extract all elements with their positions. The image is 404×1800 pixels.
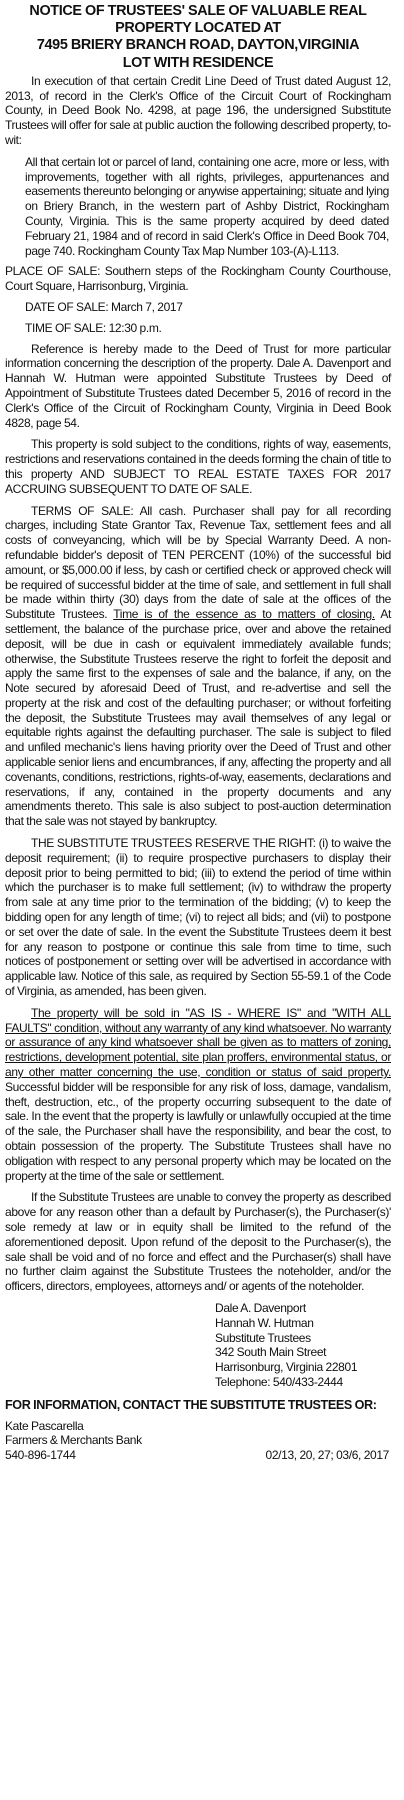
date-of-sale-row [25, 300, 391, 315]
time-of-sale-label: TIME OF SALE: [25, 320, 106, 335]
as-is-text: Successful bidder will be responsible for any risk of loss, damage, vandalism, theft, destruction, etc., of the property occurring subsequent to the date of sale. In the event that the property is lawfully or unlawfully occupied at the time of the sale, the Purchaser shall have the responsibility, and bear the cost, to obtain possession of the property. The Substitute Trustees shall have no obligation with respect to any personal property which may be located on the property at the time of the sale or settlement. [5, 1079, 391, 1183]
contact-name: Kate Pascarella [5, 1418, 84, 1433]
intro-paragraph: In execution of that certain Credit Line Deed of Trust dated August 12, 2013, of record in the Clerk's Office of the Circuit Court of Rockingham County, in Deed Book No. 4298, at page 196, the undersigned Substitute Trustees will offer for sale at public auction the following described property, to-wit: [5, 73, 391, 147]
date-of-sale-label: DATE OF SALE: [25, 299, 109, 314]
as-is-paragraph [5, 1006, 391, 1184]
subject-to-paragraph: This property is sold subject to the conditions, rights of way, easements, restrictions and reservations contained in the deeds forming the chain of title to this property AND SUBJECT TO REAL ESTATE TAXES FOR 2017 ACCRUING SUBSEQUENT TO DATE OF SALE. [5, 437, 391, 496]
reserve-right-paragraph: THE SUBSTITUTE TRUSTEES RESERVE THE RIGHT: (i) to waive the deposit requirement; (ii) to require prospective purchasers to display their deposit prior to being permitted to bid; (iii) to extend the period of time within which the purchaser is to make full settlement; (iv) to withdraw the property from sale at any time prior to the termination of the bidding; (v) to keep the bidding open for any length of time; (vi) to reject all bids; and (vii) to postpone or set over the date of sale. In the event the Substitute Trustees deem it best for any reason to postpone or continue this sale from time to time, such notices of postponement or setting over will be advertised in accordance with applicable law. Notice of this sale, as required by Section 55-59.1 of the Code of Virginia, as amended, has been given. [5, 836, 391, 999]
title-line: PROPERTY LOCATED AT [115, 20, 281, 37]
title-line: 7495 BRIERY BRANCH ROAD, DAYTON,VIRGINIA [36, 37, 360, 54]
time-of-sale-value: 12:30 p.m. [108, 320, 162, 335]
terms-of-sale-paragraph [5, 504, 391, 830]
signature-line: Dale A. Davenport [215, 1300, 306, 1315]
signature-line: 342 South Main Street [215, 1345, 327, 1360]
date-of-sale-value: March 7, 2017 [111, 299, 183, 314]
unable-to-convey-paragraph: If the Substitute Trustees are unable to convey the property as described above for any reason other than a default by Purchaser(s), the Purchaser(s)' sole remedy at law or in equity shall be limited to the refund of the aforementioned deposit. Upon refund of the deposit to the Purchaser(s), the sale shall be void and of no force and effect and the Purchaser(s) shall have no further claim against the Substitute Trustees the noteholder, and/or the officers, directors, employees, attorneys and/ or agents of the noteholder. [5, 1190, 391, 1294]
title-line: NOTICE OF TRUSTEES' SALE OF VALUABLE REAL [29, 3, 367, 19]
signature-line: Telephone: 540/433-2444 [215, 1374, 343, 1389]
as-is-disclaimer: The property will be sold in "AS IS - WHERE IS" and "WITH ALL FAULTS" condition, without any warranty of any kind whatsoever. No warranty or assurance of any kind whatsoever shall be given as to matters of zoning, restrictions, development potential, site plan proffers, environmental status, or any other matter concerning the use, condition or status of said property. [5, 1005, 391, 1080]
signature-line: Hannah W. Hutman [215, 1315, 314, 1330]
place-of-sale: PLACE OF SALE: Southern steps of the Rockingham County Courthouse, Court Square, Harrisonburg, Virginia. [5, 264, 391, 294]
trustee-signature-block [215, 1301, 391, 1390]
signature-line: Substitute Trustees [215, 1330, 311, 1345]
contact-footer-row [5, 1448, 391, 1463]
title-line: LOT WITH RESIDENCE [122, 54, 274, 71]
signature-line: Harrisonburg, Virginia 22801 [215, 1360, 358, 1375]
contact-company: Farmers & Merchants Bank [5, 1433, 142, 1448]
property-description: All that certain lot or parcel of land, containing one acre, more or less, with improvements, together with all rights, privileges, appurtenances and easements thereunto belonging or anywise appertaining; situate and lying on Briery Branch, in the western part of Ashby District, Rockingham County, Virginia. This is the same property acquired by deed dated February 21, 1984 and of record in said Clerk's Office in Deed Book 704, page 740. Rockingham County Tax Map Number 103-(A)-L113. [25, 154, 389, 258]
contact-heading: FOR INFORMATION, CONTACT THE SUBSTITUTE TRUSTEES OR: [5, 1397, 377, 1412]
time-of-sale-row [25, 321, 391, 336]
terms-text: TERMS OF SALE: All cash. Purchaser shall pay for all recording charges, including State Grantor Tax, Revenue Tax, settlement fees and all costs of conveyancing, which will be by Special Warranty Deed. A non-refundable bidder's deposit of TEN PERCENT (10%) of the successful bid amount, or $5,000.00 if less, by cash or certified check or approved check will be required of successful bidder at the time of sale, and settlement in full shall be made within thirty (30) days from the date of sale at the offices of the Substitute Trustees. [5, 503, 391, 622]
contact-block [5, 1419, 391, 1464]
terms-closing-emphasis: Time is of the essence as to matters of closing. [113, 607, 375, 622]
terms-text-continued: At settlement, the balance of the purchase price, over and above the retained deposit, will be due in cash or equivalent immediately available funds; otherwise, the Substitute Trustees reserve the right to forfeit the deposit and apply the same first to the expenses of sale and the balance, if any, on the Note secured by aforesaid Deed of Trust, and re-advertise and sell the property at the risk and cost of the defaulting purchaser; or without forfeiting the deposit, the Substitute Trustees may avail themselves of any legal or equitable rights against the defaulting purchaser. The sale is subject to filed and unfiled mechanic's liens having priority over the Deed of Trust and other applicable senior liens and encumbrances, if any, affecting the property and all covenants, conditions, restrictions, rights-of-way, easements, declarations and reservations, if any, contained in the property documents and any amendments thereto. This sale is also subject to post-auction determination that the sale was not stayed by bankruptcy. [5, 607, 391, 829]
publication-dates: 02/13, 20, 27; 03/6, 2017 [265, 1448, 389, 1463]
notice-title [5, 3, 391, 72]
contact-phone: 540-896-1744 [5, 1448, 76, 1463]
reference-paragraph: Reference is hereby made to the Deed of Trust for more particular information concerning the description of the property. Dale A. Davenport and Hannah W. Hutman were appointed Substitute Trustees by Deed of Appointment of Substitute Trustees dated December 5, 2016 of record in the Clerk's Office of the Circuit of Rockingham County, Virginia in Deed Book 4828, page 54. [5, 341, 391, 430]
